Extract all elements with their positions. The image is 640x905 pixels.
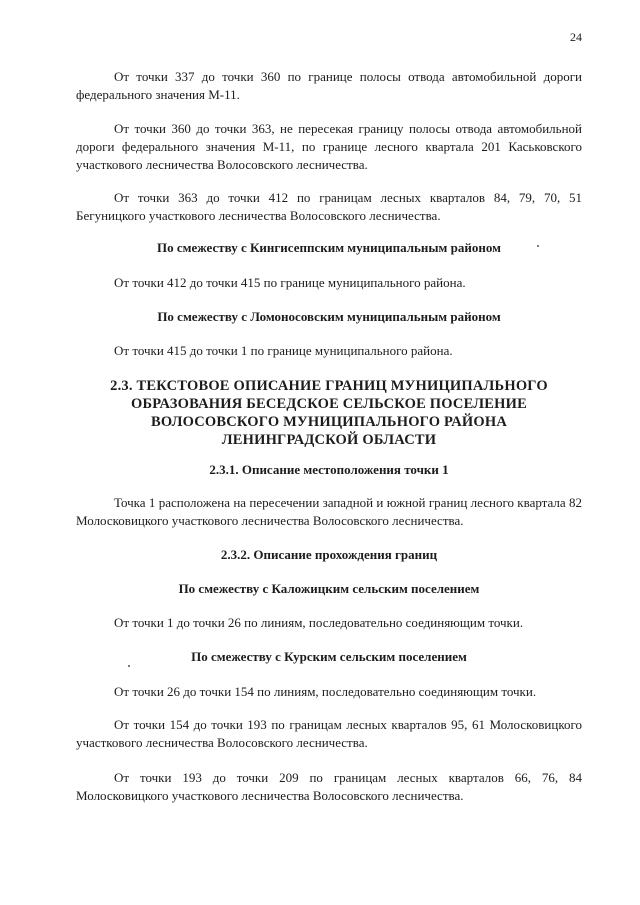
scan-speck <box>537 245 539 247</box>
paragraph-415-1: От точки 415 до точки 1 по границе муниципального района. <box>114 343 453 358</box>
paragraph-point-1-location: Точка 1 расположена на пересечении западной и южной границ лесного квартала 82 Молосковицкого участкового лесничества Волосовского лесничества. <box>76 495 582 528</box>
heading-kingisepp-district: По смежеству с Кингисеппским муниципальным районом <box>157 240 501 255</box>
heading-kalozhitsy-settlement: По смежеству с Каложицким сельским поселением <box>178 581 480 596</box>
paragraph-363-412: От точки 363 до точки 412 по границам лесных кварталов 84, 79, 70, 51 Бегуницкого участкового лесничества Волосовского лесничества. <box>76 190 582 223</box>
section-heading-2-3: 2.3. ТЕКСТОВОЕ ОПИСАНИЕ ГРАНИЦ МУНИЦИПАЛЬНОГО ОБРАЗОВАНИЯ БЕСЕДСКОЕ СЕЛЬСКОЕ ПОСЕЛЕНИЕ ВОЛОСОВСКОГО МУНИЦИПАЛЬНОГО РАЙОНА ЛЕНИНГРАДСКОЙ ОБЛАСТИ <box>110 378 548 448</box>
paragraph-26-154: От точки 26 до точки 154 по линиям, последовательно соединяющим точки. <box>114 684 537 699</box>
page-number: 24 <box>570 30 582 44</box>
heading-lomonosov-district: По смежеству с Ломоносовским муниципальным районом <box>157 309 501 324</box>
paragraph-154-193: От точки 154 до точки 193 по границам лесных кварталов 95, 61 Молосковицкого участкового лесничества Волосовского лесничества. <box>76 717 582 750</box>
paragraph-360-363: От точки 360 до точки 363, не пересекая границу полосы отвода автомобильной дороги федерального значения М-11, по границе лесного квартала 201 Каськовского участкового лесничества Волосовского лесничества. <box>76 121 582 172</box>
section-heading-2-3-1: 2.3.1. Описание местоположения точки 1 <box>209 462 449 477</box>
section-heading-2-3-2: 2.3.2. Описание прохождения границ <box>220 547 438 562</box>
scan-speck <box>128 665 130 667</box>
heading-kursk-settlement: По смежеству с Курским сельским поселением <box>191 649 467 664</box>
paragraph-193-209: От точки 193 до точки 209 по границам лесных кварталов 66, 76, 84 Молосковицкого участкового лесничества Волосовского лесничества. <box>76 770 582 803</box>
paragraph-337-360: От точки 337 до точки 360 по границе полосы отвода автомобильной дороги федерального значения М-11. <box>76 69 582 102</box>
paragraph-412-415: От точки 412 до точки 415 по границе муниципального района. <box>114 275 466 290</box>
paragraph-1-26: От точки 1 до точки 26 по линиям, последовательно соединяющим точки. <box>114 615 524 630</box>
